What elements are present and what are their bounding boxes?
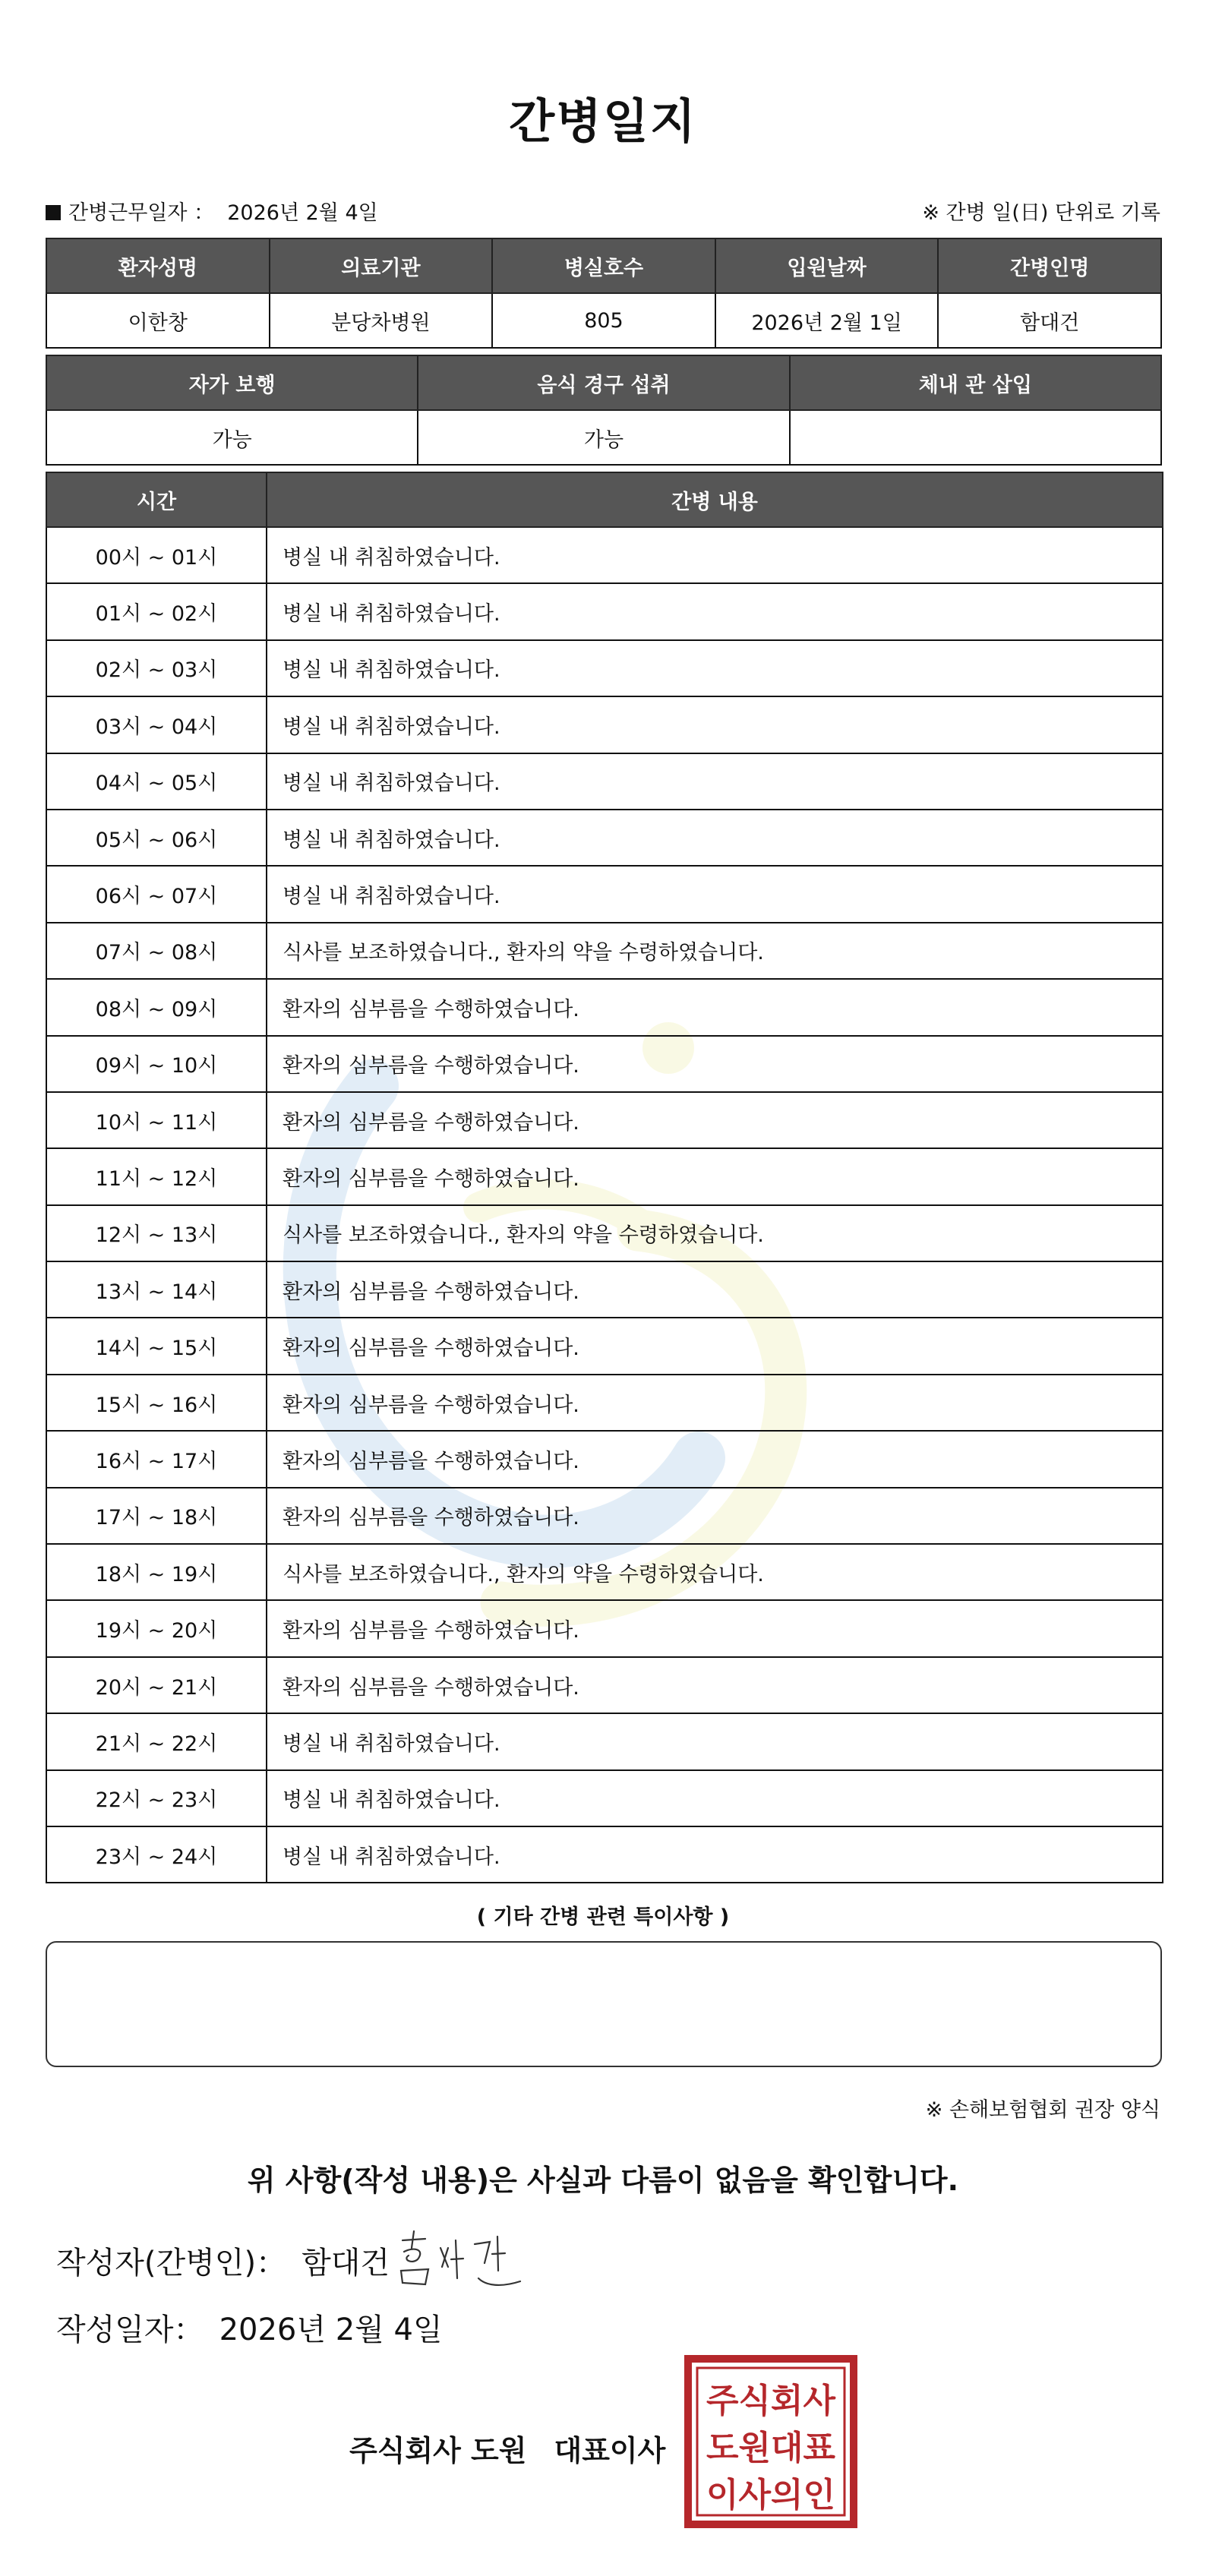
header-care-content: 간병 내용 [267,472,1163,527]
care-log-content: 환자의 심부름을 수행하였습니다. [267,1036,1163,1092]
seal-line-3: 이사의인 [706,2476,836,2514]
care-log-content: 병실 내 취침하였습니다. [267,696,1163,753]
care-log-row [46,1657,1163,1713]
company-seal-stamp [684,2354,858,2529]
handwritten-signature [395,2225,532,2293]
care-log-time: 10시 ~ 11시 [46,1092,267,1148]
care-log-time: 08시 ~ 09시 [46,979,267,1035]
work-date-label: 간병근무일자 ： [68,201,215,225]
care-log-row [46,753,1163,810]
patient-info-header-row [46,238,1161,293]
care-log-table [46,472,1163,1883]
care-log-content: 병실 내 취침하였습니다. [267,866,1163,922]
care-log-content: 환자의 심부름을 수행하였습니다. [267,1261,1163,1318]
care-log-row [46,1431,1163,1487]
record-note: ※ 간병 일(日) 단위로 기록 [922,201,1160,225]
care-log-time: 03시 ~ 04시 [46,696,267,753]
care-log-row [46,1375,1163,1431]
care-log-row [46,979,1163,1035]
ability-value-row [46,410,1161,465]
care-log-row [46,1092,1163,1148]
care-log-content: 환자의 심부름을 수행하였습니다. [267,1657,1163,1713]
care-log-row [46,583,1163,639]
care-log-content: 환자의 심부름을 수행하였습니다. [267,1600,1163,1656]
header-admission-date: 입원날짜 [715,238,939,293]
care-log-content: 병실 내 취침하였습니다. [267,583,1163,639]
care-log-row [46,1318,1163,1374]
care-log-time: 04시 ~ 05시 [46,753,267,810]
care-log-content: 병실 내 취침하였습니다. [267,810,1163,866]
company-name: 주식회사 도원 [349,2434,527,2467]
header-hospital: 의료기관 [270,238,493,293]
write-date-label: 작성일자： [56,2312,204,2347]
caregiver-name: 함대건 [938,293,1161,348]
care-log-content: 식사를 보조하였습니다., 환자의 약을 수령하였습니다. [267,1544,1163,1600]
care-log-content: 환자의 심부름을 수행하였습니다. [267,1488,1163,1544]
care-log-row [46,1261,1163,1318]
care-log-content: 환자의 심부름을 수행하였습니다. [267,1318,1163,1374]
care-log-time: 00시 ~ 01시 [46,527,267,583]
care-log-row [46,1713,1163,1769]
care-log-content: 병실 내 취침하였습니다. [267,753,1163,810]
header-oral-intake: 음식 경구 섭취 [418,355,789,410]
care-log-content: 환자의 심부름을 수행하였습니다. [267,1148,1163,1204]
care-log-row [46,1600,1163,1656]
tube-insertion-value [790,410,1161,465]
notes-box [46,1941,1162,2067]
care-log-row [46,1036,1163,1092]
notes-title: ( 기타 간병 관련 특이사항 ) [476,1905,730,1929]
care-log-content: 병실 내 취침하였습니다. [267,527,1163,583]
care-log-time: 02시 ~ 03시 [46,640,267,696]
care-log-time: 22시 ~ 23시 [46,1770,267,1826]
care-log-content: 병실 내 취침하였습니다. [267,640,1163,696]
square-bullet-icon [46,205,61,220]
care-log-row [46,810,1163,866]
care-log-row [46,1148,1163,1204]
seal-line-2: 도원대표 [706,2429,836,2467]
writer-label: 작성자(간병인)： [56,2246,287,2281]
page-title: 간병일지 [509,93,697,149]
header-caregiver-name: 간병인명 [938,238,1161,293]
care-log-content: 식사를 보조하였습니다., 환자의 약을 수령하였습니다. [267,1205,1163,1261]
care-log-time: 05시 ~ 06시 [46,810,267,866]
company-line [349,2427,665,2469]
care-log-time: 16시 ~ 17시 [46,1431,267,1487]
care-log-content: 병실 내 취침하였습니다. [267,1826,1163,1883]
care-log-time: 21시 ~ 22시 [46,1713,267,1769]
care-log-time: 07시 ~ 08시 [46,923,267,979]
care-log-time: 20시 ~ 21시 [46,1657,267,1713]
care-log-time: 17시 ~ 18시 [46,1488,267,1544]
oral-intake-value: 가능 [418,410,789,465]
ability-header-row [46,355,1161,410]
care-log-content: 병실 내 취침하였습니다. [267,1770,1163,1826]
seal-line-1: 주식회사 [706,2382,836,2420]
care-log-time: 15시 ~ 16시 [46,1375,267,1431]
care-log-time: 18시 ~ 19시 [46,1544,267,1600]
care-log-time: 12시 ~ 13시 [46,1205,267,1261]
header-room-number: 병실호수 [492,238,715,293]
care-log-time: 06시 ~ 07시 [46,866,267,922]
care-log-time: 19시 ~ 20시 [46,1600,267,1656]
patient-info-value-row [46,293,1161,348]
work-date [46,196,378,226]
care-log-time: 23시 ~ 24시 [46,1826,267,1883]
self-walking-value: 가능 [46,410,418,465]
care-log-row [46,923,1163,979]
header-patient-name: 환자성명 [46,238,270,293]
confirm-statement: 위 사항(작성 내용)은 사실과 다름이 없음을 확인합니다. [247,2164,959,2197]
care-log-content: 환자의 심부름을 수행하였습니다. [267,979,1163,1035]
care-log-row [46,696,1163,753]
header-self-walking: 자가 보행 [46,355,418,410]
care-log-row [46,1770,1163,1826]
care-log-time: 11시 ~ 12시 [46,1148,267,1204]
care-log-row [46,1488,1163,1544]
care-log-header-row [46,472,1163,527]
care-log-body [46,527,1163,1883]
care-log-row [46,866,1163,922]
write-date-value: 2026년 2월 4일 [219,2312,443,2347]
writer-line [56,2239,390,2282]
admission-date: 2026년 2월 1일 [715,293,939,348]
care-log-time: 01시 ~ 02시 [46,583,267,639]
care-log-content: 환자의 심부름을 수행하였습니다. [267,1092,1163,1148]
hospital: 분당차병원 [270,293,493,348]
header-time: 시간 [46,472,267,527]
write-date-line [56,2306,443,2349]
care-log-time: 09시 ~ 10시 [46,1036,267,1092]
care-log-content: 환자의 심부름을 수행하였습니다. [267,1431,1163,1487]
work-date-value: 2026년 2월 4일 [227,201,378,225]
patient-info-table [46,238,1162,349]
care-log-row [46,640,1163,696]
care-log-row [46,1205,1163,1261]
company-role: 대표이사 [554,2434,666,2467]
patient-name: 이한창 [46,293,270,348]
care-log-content: 환자의 심부름을 수행하였습니다. [267,1375,1163,1431]
care-log-time: 13시 ~ 14시 [46,1261,267,1318]
care-log-row [46,1544,1163,1600]
care-log-row [46,527,1163,583]
care-log-row [46,1826,1163,1883]
care-log-content: 병실 내 취침하였습니다. [267,1713,1163,1769]
care-log-time: 14시 ~ 15시 [46,1318,267,1374]
care-log-content: 식사를 보조하였습니다., 환자의 약을 수령하였습니다. [267,923,1163,979]
recommend-note: ※ 손해보험협회 권장 양식 [925,2098,1160,2122]
writer-name: 함대건 [302,2246,390,2281]
room-number: 805 [492,293,715,348]
header-tube-insertion: 체내 관 삽입 [790,355,1161,410]
ability-table [46,355,1162,466]
